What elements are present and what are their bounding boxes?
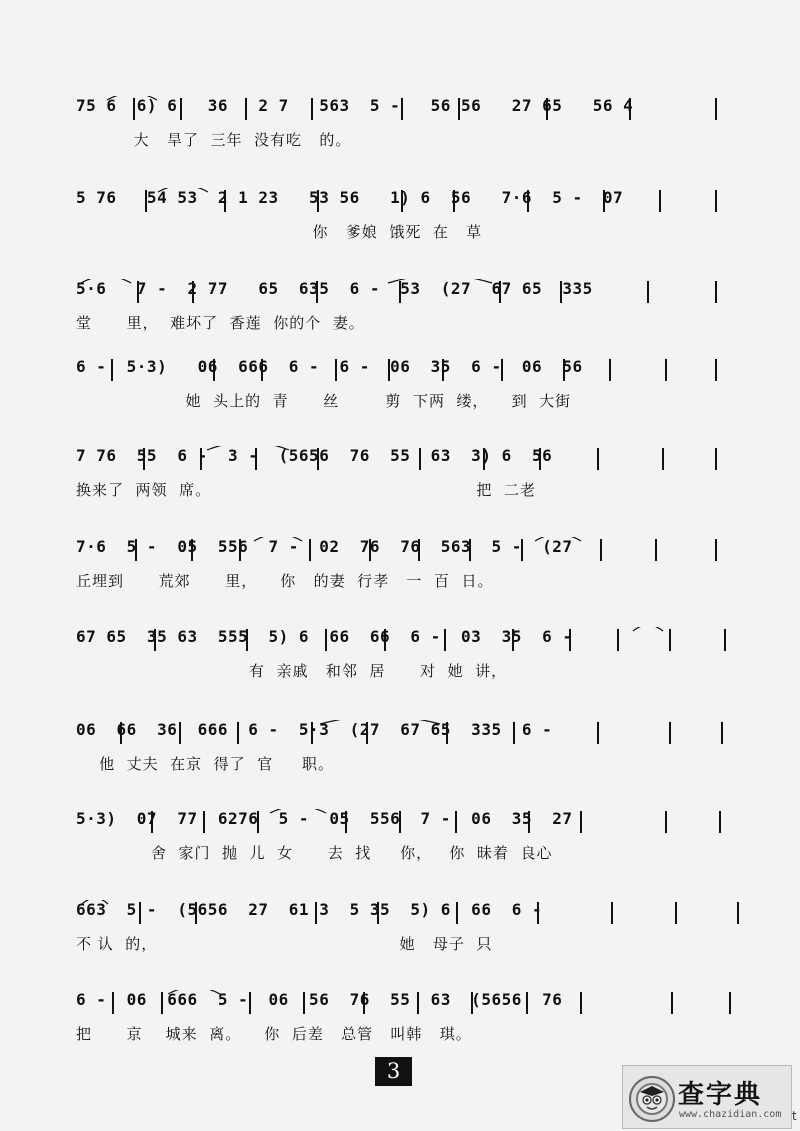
- lyric-line-1: 大 旱了 三年 没有吃 的。: [76, 131, 352, 149]
- notation-line-9: 5·3) 07 77 6276 5 - 05 556 7 - 06 35 27: [76, 809, 573, 828]
- lyric-line-6: 丘埋到 荒郊 里， 你 的妻 行孝 一 百 日。: [76, 572, 494, 590]
- lyric-line-9: 舍 家门 抛 儿 女 去 找 你， 你 昧着 良心: [76, 844, 553, 862]
- lyric-line-10: 不 认 的， 她 母子 只: [76, 935, 493, 953]
- watermark-tail: t: [792, 1109, 797, 1123]
- lyric-line-5: 换来了 两领 席。 把 二老: [76, 481, 536, 499]
- notation-line-8: 06 66 36 666 6 - 5·3 (27 67 65 335 6 -: [76, 720, 553, 739]
- owl-icon: [629, 1076, 675, 1122]
- notation-line-11: 6 - 06 666 5 - 06 56 76 55 63 (5656 76: [76, 990, 563, 1009]
- notation-line-1: 75 6 6) 6 36 2 7 563 5 - 56 56 27 65 56 4: [76, 96, 634, 115]
- notation-line-6: 7·6 5 - 05 556 7 - 02 76 76 563 5 - (27: [76, 537, 573, 556]
- notation-line-7: 67 65 35 63 555 5) 6 66 66 6 - 03 35 6 -: [76, 627, 573, 646]
- lyric-line-8: 他 丈夫 在京 得了 官 职。: [76, 755, 335, 773]
- page-number: 3: [375, 1057, 412, 1086]
- lyric-line-2: 你 爹娘 饿死 在 草: [76, 223, 483, 241]
- watermark-logo: [622, 1065, 792, 1129]
- notation-line-4: 6 - 5·3) 06 666 6 - 6 - 06 35 6 - 06 56: [76, 357, 583, 376]
- watermark-brand: 查字典: [678, 1080, 763, 1110]
- notation-line-5: 7 76 55 6 - 3 - (5656 76 55 63 3) 6 56: [76, 446, 553, 465]
- watermark-url: www.chazidian.com: [679, 1109, 782, 1120]
- lyric-line-3: 堂 里， 难坏了 香莲 你的个 妻。: [76, 314, 365, 332]
- notation-line-10: 663 5 - (5656 27 61 3 5 35 5) 6 66 6 -: [76, 900, 543, 919]
- lyric-line-11: 把 京 城来 离。 你 后差 总管 叫韩 琪。: [76, 1025, 472, 1043]
- lyric-line-4: 她 头上的 青 丝 剪 下两 缕， 到 大街: [76, 392, 572, 410]
- notation-line-3: 5·6 7 - 2 77 65 635 6 - 53 (27 67 65 335: [76, 279, 593, 298]
- lyric-line-7: 有 亲戚 和邻 居 对 她 讲，: [76, 662, 508, 680]
- notation-line-2: 5 76 54 53 2 1 23 53 56 1) 6 56 7·6 5 - 07: [76, 188, 624, 207]
